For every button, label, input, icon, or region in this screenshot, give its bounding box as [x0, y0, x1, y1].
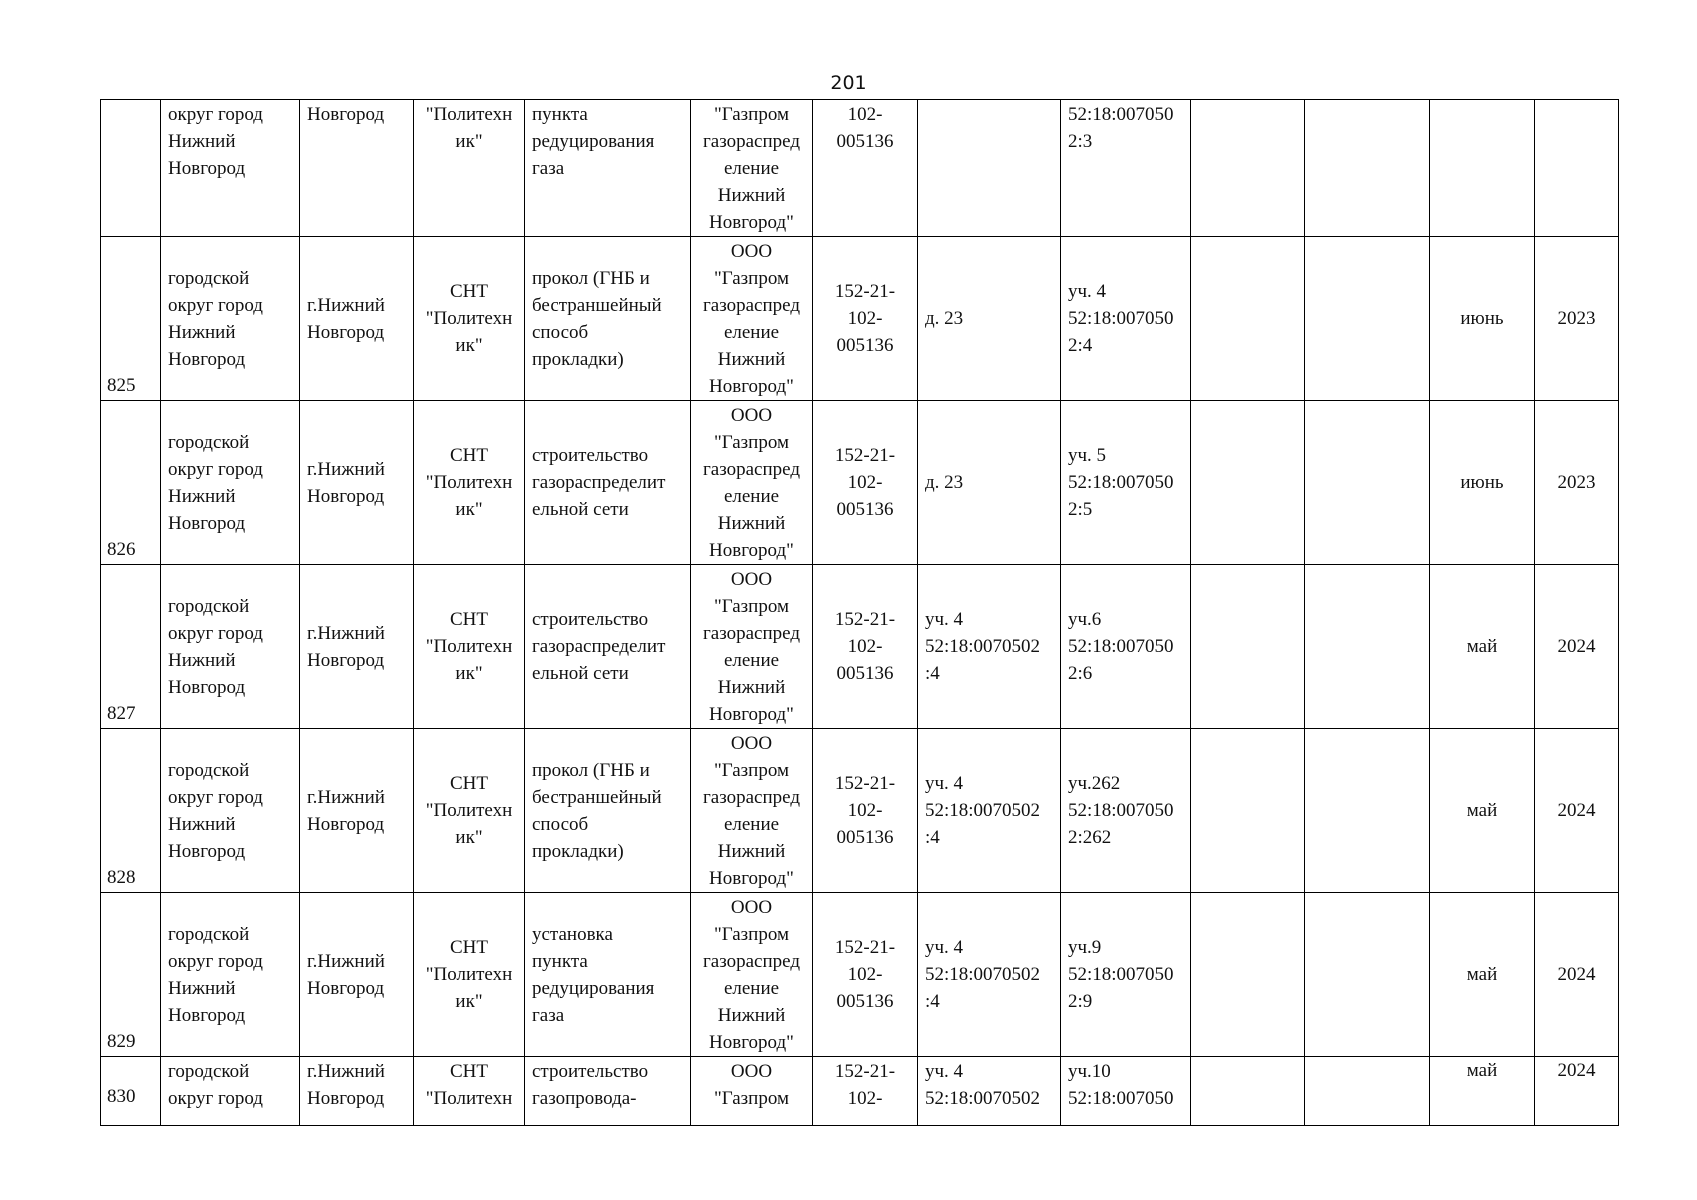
district-text: городской округ город Нижний Новгород: [168, 595, 263, 698]
table-row: [101, 401, 1619, 565]
city-cell: [300, 100, 414, 237]
empty-cell: [1191, 729, 1305, 893]
city-text: г.Нижний Новгород: [307, 1061, 385, 1109]
company-text: ООО "Газпром газораспред еление Нижний Новгород": [702, 404, 800, 561]
city-text: г.Нижний Новгород: [307, 294, 385, 343]
connection-from-cell: [918, 100, 1061, 237]
connection-to-cell: [1061, 100, 1191, 237]
district-cell: [161, 100, 300, 237]
district-cell: [161, 401, 300, 565]
row-number-text: 829: [107, 1031, 136, 1052]
district-cell: [161, 729, 300, 893]
city-text: г.Нижний Новгород: [307, 950, 385, 999]
contract-number-text: 152-21- 102- 005136: [834, 937, 896, 1012]
work-type-text: строительство газораспределит ельной сети: [532, 445, 666, 520]
row-number-text: 827: [107, 703, 136, 724]
table-row: [101, 237, 1619, 401]
connection-from-cell: [918, 565, 1061, 729]
city-cell: [300, 565, 414, 729]
year-cell: [1535, 729, 1619, 893]
connection-from-text: уч. 4 52:18:0070502 :4: [925, 609, 1041, 684]
work-type-cell: [525, 100, 691, 237]
snt-cell: [414, 1057, 525, 1126]
year-cell: [1535, 565, 1619, 729]
table-row: [101, 1057, 1619, 1126]
city-text: г.Нижний Новгород: [307, 786, 385, 835]
month-text: май: [1466, 1060, 1498, 1081]
snt-cell: [414, 893, 525, 1057]
district-cell: [161, 893, 300, 1057]
company-text: ООО "Газпром газораспред еление Нижний Новгород": [702, 240, 800, 397]
empty-cell: [1191, 401, 1305, 565]
empty-cell: [1305, 401, 1430, 565]
company-cell: [691, 729, 813, 893]
company-text: "Газпром газораспред еление Нижний Новгород": [702, 104, 800, 233]
company-cell: [691, 565, 813, 729]
connection-from-cell: [918, 729, 1061, 893]
work-type-cell: [525, 729, 691, 893]
district-cell: [161, 237, 300, 401]
snt-text: "Политехн ик": [425, 104, 513, 152]
contract-number-text: 152-21- 102- 005136: [834, 609, 896, 684]
row-number-cell: [101, 893, 161, 1057]
contract-number-text: 102- 005136: [836, 104, 894, 152]
month-cell: [1430, 100, 1535, 237]
contract-number-cell: [813, 401, 918, 565]
snt-cell: [414, 565, 525, 729]
snt-text: СНТ "Политехн ик": [425, 445, 513, 520]
month-cell: [1430, 401, 1535, 565]
connection-to-cell: [1061, 729, 1191, 893]
row-number-text: 828: [107, 867, 136, 888]
contract-number-cell: [813, 565, 918, 729]
company-text: ООО "Газпром газораспред еление Нижний Новгород": [702, 896, 800, 1053]
month-cell: [1430, 729, 1535, 893]
connection-to-cell: [1061, 565, 1191, 729]
district-text: городской округ город Нижний Новгород: [168, 923, 263, 1026]
connection-from-cell: [918, 401, 1061, 565]
snt-text: СНТ "Политехн ик": [425, 937, 513, 1012]
connection-from-text: уч. 4 52:18:0070502: [925, 1061, 1041, 1109]
empty-cell: [1305, 565, 1430, 729]
district-cell: [161, 565, 300, 729]
year-cell: [1535, 893, 1619, 1057]
row-number-cell: [101, 401, 161, 565]
city-cell: [300, 1057, 414, 1126]
month-cell: [1430, 565, 1535, 729]
connection-to-cell: [1061, 401, 1191, 565]
month-cell: [1430, 237, 1535, 401]
snt-text: СНТ "Политехн: [425, 1061, 513, 1109]
contract-number-cell: [813, 729, 918, 893]
row-number-text: 825: [107, 375, 136, 396]
contract-number-cell: [813, 237, 918, 401]
work-type-text: пункта редуцирования газа: [532, 104, 655, 179]
empty-cell: [1305, 729, 1430, 893]
snt-cell: [414, 100, 525, 237]
row-number-cell: [101, 565, 161, 729]
work-type-cell: [525, 401, 691, 565]
contract-number-text: 152-21- 102-: [834, 1061, 896, 1109]
work-type-text: прокол (ГНБ и бестраншейный способ прокладки): [532, 267, 662, 370]
snt-text: СНТ "Политехн ик": [425, 281, 513, 356]
row-number-cell: [101, 100, 161, 237]
city-cell: [300, 401, 414, 565]
work-type-cell: [525, 893, 691, 1057]
connection-from-text: уч. 4 52:18:0070502 :4: [925, 773, 1041, 848]
snt-text: СНТ "Политехн ик": [425, 773, 513, 848]
contract-number-cell: [813, 893, 918, 1057]
connection-from-cell: [918, 893, 1061, 1057]
city-text: г.Нижний Новгород: [307, 458, 385, 507]
work-type-cell: [525, 237, 691, 401]
company-text: ООО "Газпром газораспред еление Нижний Новгород": [702, 732, 800, 889]
connection-to-cell: [1061, 237, 1191, 401]
page-number: 201: [830, 72, 867, 94]
company-cell: [691, 100, 813, 237]
contract-number-text: 152-21- 102- 005136: [834, 773, 896, 848]
work-type-text: прокол (ГНБ и бестраншейный способ прокладки): [532, 759, 662, 862]
connection-to-text: уч.262 52:18:007050 2:262: [1068, 773, 1174, 848]
snt-cell: [414, 237, 525, 401]
connection-from-text: д. 23: [925, 308, 964, 329]
empty-cell: [1191, 100, 1305, 237]
connection-to-text: уч.6 52:18:007050 2:6: [1068, 609, 1174, 684]
city-cell: [300, 893, 414, 1057]
company-text: ООО "Газпром: [713, 1061, 790, 1109]
snt-text: СНТ "Политехн ик": [425, 609, 513, 684]
month-text: июнь: [1460, 308, 1504, 329]
empty-cell: [1191, 893, 1305, 1057]
city-text: г.Нижний Новгород: [307, 622, 385, 671]
city-text: Новгород: [307, 104, 385, 125]
connection-to-text: 52:18:007050 2:3: [1068, 104, 1174, 152]
contract-number-cell: [813, 100, 918, 237]
work-type-cell: [525, 1057, 691, 1126]
city-cell: [300, 729, 414, 893]
year-cell: [1535, 237, 1619, 401]
company-cell: [691, 401, 813, 565]
registry-table: [100, 99, 1619, 1126]
month-text: май: [1466, 964, 1498, 985]
month-text: май: [1466, 636, 1498, 657]
empty-cell: [1305, 893, 1430, 1057]
work-type-cell: [525, 565, 691, 729]
table-row: [101, 565, 1619, 729]
city-cell: [300, 237, 414, 401]
table-row: [101, 729, 1619, 893]
district-text: округ город Нижний Новгород: [168, 104, 263, 179]
empty-cell: [1191, 237, 1305, 401]
year-text: 2023: [1557, 472, 1596, 493]
connection-from-text: д. 23: [925, 472, 964, 493]
year-text: 2024: [1557, 800, 1596, 821]
snt-cell: [414, 401, 525, 565]
row-number-cell: [101, 729, 161, 893]
connection-to-text: уч.9 52:18:007050 2:9: [1068, 937, 1174, 1012]
year-text: 2024: [1557, 964, 1596, 985]
company-cell: [691, 893, 813, 1057]
connection-from-text: уч. 4 52:18:0070502 :4: [925, 937, 1041, 1012]
connection-to-text: уч. 5 52:18:007050 2:5: [1068, 445, 1174, 520]
row-number-cell: [101, 1057, 161, 1126]
connection-from-cell: [918, 1057, 1061, 1126]
month-text: май: [1466, 800, 1498, 821]
table-row: [101, 100, 1619, 237]
empty-cell: [1305, 237, 1430, 401]
connection-to-cell: [1061, 893, 1191, 1057]
connection-to-text: уч. 4 52:18:007050 2:4: [1068, 281, 1174, 356]
month-text: июнь: [1460, 472, 1504, 493]
district-text: городской округ город Нижний Новгород: [168, 759, 263, 862]
year-text: 2023: [1557, 308, 1596, 329]
connection-from-cell: [918, 237, 1061, 401]
empty-cell: [1305, 100, 1430, 237]
district-text: городской округ город Нижний Новгород: [168, 431, 263, 534]
month-cell: [1430, 1057, 1535, 1126]
row-number-cell: [101, 237, 161, 401]
table-row: [101, 893, 1619, 1057]
contract-number-text: 152-21- 102- 005136: [834, 281, 896, 356]
year-cell: [1535, 1057, 1619, 1126]
year-cell: [1535, 401, 1619, 565]
row-number-text: 826: [107, 539, 136, 560]
company-cell: [691, 237, 813, 401]
district-text: городской округ город Нижний Новгород: [168, 267, 263, 370]
row-number-text: 830: [107, 1086, 136, 1107]
district-text: городской округ город: [168, 1061, 263, 1109]
company-text: ООО "Газпром газораспред еление Нижний Новгород": [702, 568, 800, 725]
contract-number-cell: [813, 1057, 918, 1126]
connection-to-cell: [1061, 1057, 1191, 1126]
year-text: 2024: [1557, 1060, 1596, 1081]
connection-to-text: уч.10 52:18:007050: [1068, 1061, 1174, 1109]
work-type-text: строительство газораспределит ельной сети: [532, 609, 666, 684]
work-type-text: установка пункта редуцирования газа: [532, 923, 655, 1026]
contract-number-text: 152-21- 102- 005136: [834, 445, 896, 520]
empty-cell: [1305, 1057, 1430, 1126]
district-cell: [161, 1057, 300, 1126]
year-text: 2024: [1557, 636, 1596, 657]
empty-cell: [1191, 565, 1305, 729]
company-cell: [691, 1057, 813, 1126]
month-cell: [1430, 893, 1535, 1057]
year-cell: [1535, 100, 1619, 237]
empty-cell: [1191, 1057, 1305, 1126]
work-type-text: строительство газопровода-: [532, 1061, 649, 1109]
snt-cell: [414, 729, 525, 893]
